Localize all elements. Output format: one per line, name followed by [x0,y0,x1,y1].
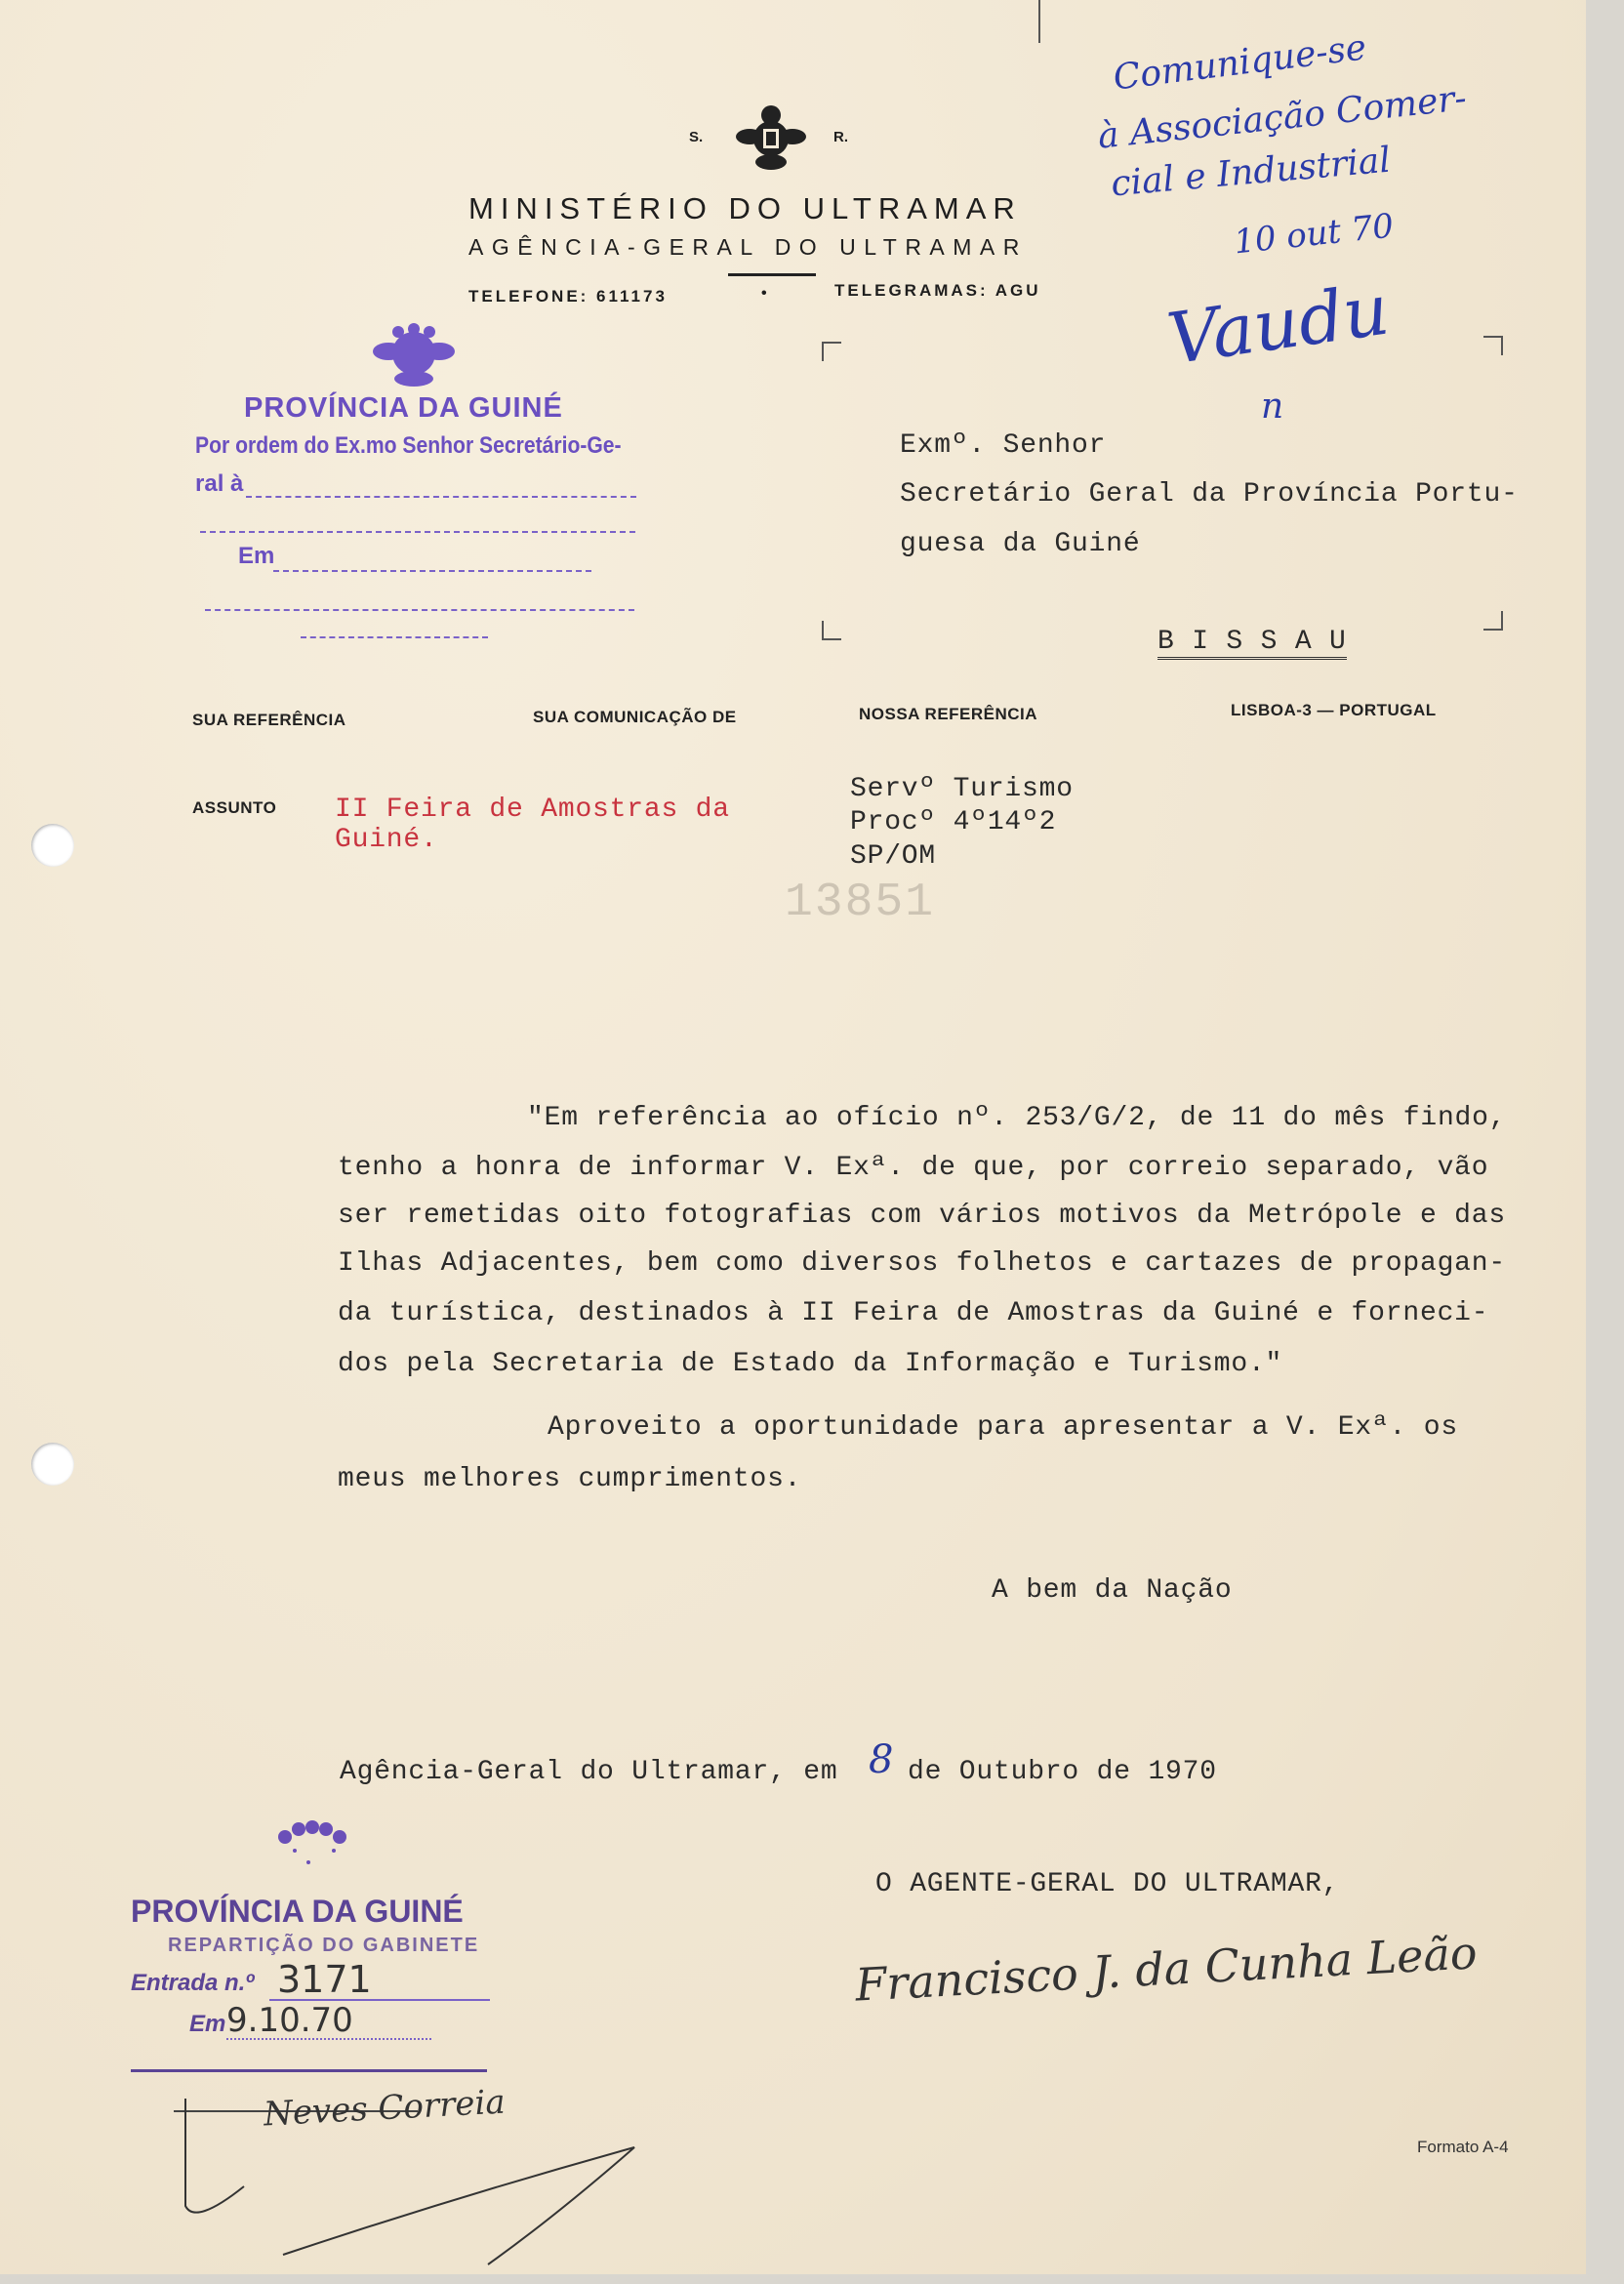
body-line: tenho a honra de informar V. Exª. de que, por correio separado, vão [338,1153,1489,1183]
separator: • [761,285,767,302]
s-mark: S. [689,129,704,145]
phone: TELEFONE: 611173 [468,287,668,306]
subject-line1: II Feira de Amostras da [335,795,730,825]
window-corner [1483,611,1503,631]
handwritten-date: 10 out 70 [1232,206,1396,263]
signatory-title: O AGENTE-GERAL DO ULTRAMAR, [875,1869,1340,1899]
window-corner [822,621,841,640]
entry-label: Entrada n.º [131,1970,255,1996]
entry-date-value: 9.10.70 [226,2001,353,2040]
stamp-emblem-icon [369,322,459,388]
entry-signature: Neves Correia [263,2082,507,2135]
body-line: "Em referência ao ofício nº. 253/G/2, de 11 do mês findo, [527,1103,1507,1133]
window-corner [822,342,841,361]
body-line: da turística, destinados à II Feira de Amostras da Guiné e forneci- [338,1298,1489,1328]
received-number-stamp: 13851 [785,877,936,929]
date-prefix: Agência-Geral do Ultramar, em [340,1757,838,1787]
stamp-rule [131,2069,487,2072]
routing-stamp-line2: ral à [195,470,244,497]
fill-line [205,609,634,611]
reference-line3: SP/OM [850,841,937,872]
agency-title: AGÊNCIA-GERAL DO ULTRAMAR [468,234,1028,260]
entry-stamp-subtitle: REPARTIÇÃO DO GABINETE [168,1935,480,1956]
addressee-line2: guesa da Guiné [900,529,1141,559]
reference-line2: Procº 4º14º2 [850,807,1057,837]
punch-hole [31,824,74,867]
fold-mark [1038,0,1040,43]
nossa-referencia-label: NOSSA REFERÊNCIA [859,705,1038,723]
handwritten-line3: cial e Industrial [1109,140,1393,205]
addressee-salutation: Exmº. Senhor [900,430,1107,461]
stamp-emblem-icon [265,1817,359,1876]
entry-date-label: Em [189,2011,226,2037]
sua-comunicacao-label: SUA COMUNICAÇÃO DE [533,708,737,726]
handwritten-signature: Vaudu [1162,267,1394,381]
fill-line [246,496,636,498]
routing-stamp-title: PROVÍNCIA DA GUINÉ [244,392,563,424]
addressee-city: B I S S A U [1157,627,1347,660]
motto: A bem da Nação [992,1575,1233,1606]
assunto-label: ASSUNTO [192,798,277,817]
location-label: LISBOA-3 — PORTUGAL [1231,701,1437,719]
window-corner [1483,336,1503,355]
closing-line1: Aproveito a oportunidade para apresentar a V. Exª. os [548,1412,1458,1443]
divider [728,273,816,276]
signatory-signature: Francisco J. da Cunha Leão [854,1926,1479,2012]
entry-stamp-title: PROVÍNCIA DA GUINÉ [131,1894,464,1929]
fill-line [301,636,488,638]
fill-line [273,570,591,572]
date-day: 8 [869,1737,894,1782]
body-line: dos pela Secretaria de Estado da Informação e Turismo." [338,1349,1283,1379]
handwritten-line1: Comunique-se [1111,27,1369,99]
closing-line2: meus melhores cumprimentos. [338,1464,802,1494]
fill-line [200,531,635,533]
entry-number: 3171 [277,1958,372,2001]
signature-flourish [166,2089,673,2274]
fill-line [226,2038,431,2040]
body-line: ser remetidas oito fotografias com vários motivos da Metrópole e das [338,1201,1506,1231]
telegrams: TELEGRAMAS: AGU [834,281,1041,300]
handwritten-initial: n [1261,387,1284,427]
reference-line1: Servº Turismo [850,774,1074,804]
addressee-line1: Secretário Geral da Província Portu- [900,479,1519,510]
coat-of-arms-icon [730,102,812,176]
date-suffix: de Outubro de 1970 [908,1757,1217,1787]
sua-referencia-label: SUA REFERÊNCIA [192,711,346,729]
body-line: Ilhas Adjacentes, bem como diversos folhetos e cartazes de propagan- [338,1248,1506,1279]
punch-hole [31,1443,74,1486]
ministry-title: MINISTÉRIO DO ULTRAMAR [468,191,1022,225]
handwritten-line2: à Associação Comer- [1095,78,1469,157]
paper-format: Formato A-4 [1417,2138,1509,2156]
routing-stamp-line3: Em [238,543,275,569]
r-mark: R. [833,129,848,145]
routing-stamp-line1: Por ordem do Ex.mo Senhor Secretário-Ge- [195,432,622,459]
subject-line2: Guiné. [335,825,438,855]
